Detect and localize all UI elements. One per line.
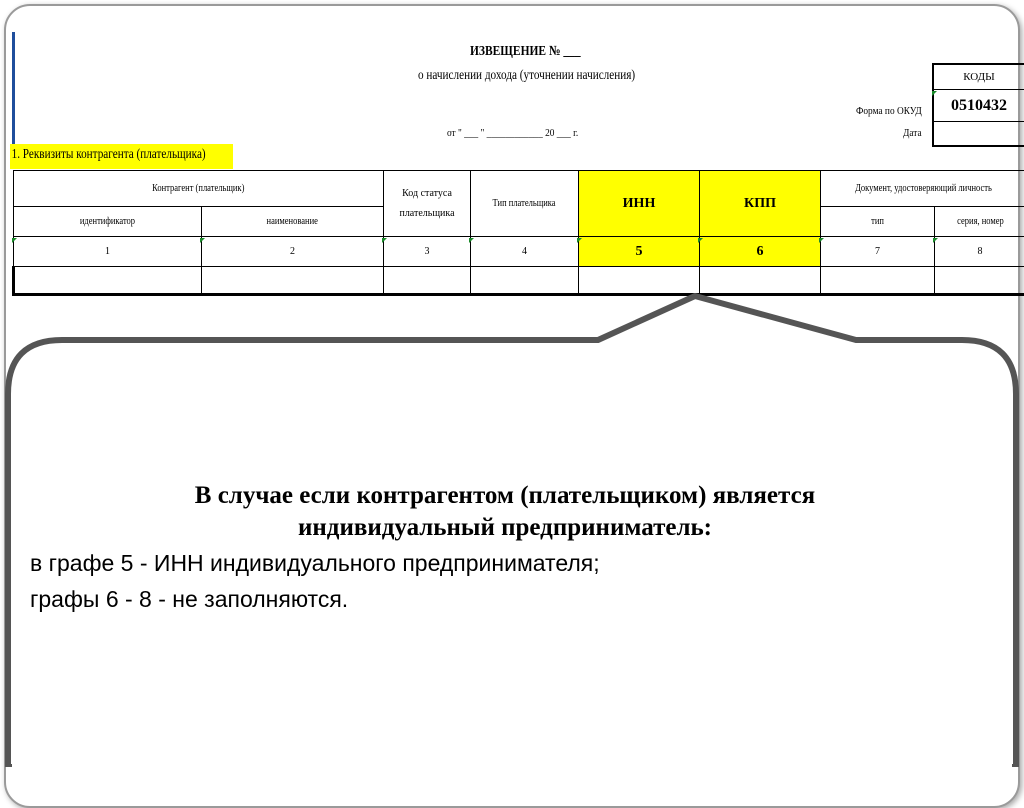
doc-series-header: серия, номер	[935, 207, 1024, 237]
col-number: 4	[471, 237, 579, 267]
col-number: 1	[14, 237, 202, 267]
inn-header: ИНН	[579, 171, 700, 237]
codes-header: КОДЫ	[934, 65, 1024, 90]
col-number: 7	[821, 237, 935, 267]
col-number: 8	[935, 237, 1024, 267]
callout-heading-line2: индивидуальный предприниматель:	[297, 514, 713, 541]
status-code-header: Код статуса плательщика	[384, 171, 471, 237]
callout-text	[30, 480, 980, 616]
col-number: 6	[700, 237, 821, 267]
okud-code: 0510432	[934, 91, 1024, 122]
form-date-line: от " ___ " ____________ 20 ___ г.	[447, 127, 579, 139]
date-label: Дата	[903, 127, 922, 139]
kpp-header: КПП	[700, 171, 821, 237]
callout-line1: в графе 5 - ИНН индивидуального предпринимателя;	[30, 550, 600, 576]
document-header: Документ, удостоверяющий личность	[821, 171, 1024, 207]
col-number: 3	[384, 237, 471, 267]
form-title: ИЗВЕЩЕНИЕ № ___	[470, 44, 581, 59]
payer-type-header: Тип плательщика	[471, 171, 579, 237]
name-header: наименование	[202, 207, 384, 237]
form-subtitle: о начислении дохода (уточнении начисления)	[418, 68, 636, 83]
section-title-text: 1. Реквизиты контрагента (плательщика)	[11, 147, 206, 162]
col-number: 2	[202, 237, 384, 267]
callout-line2: графы 6 - 8 - не заполняются.	[30, 586, 349, 612]
doc-type-header: тип	[821, 207, 935, 237]
okud-label: Форма по ОКУД	[856, 105, 922, 117]
identifier-header: идентификатор	[14, 207, 202, 237]
counterparty-header: Контрагент (плательщик)	[14, 171, 384, 207]
callout-heading-line1: В случае если контрагентом (плательщиком) является	[194, 482, 816, 509]
col-number: 5	[579, 237, 700, 267]
